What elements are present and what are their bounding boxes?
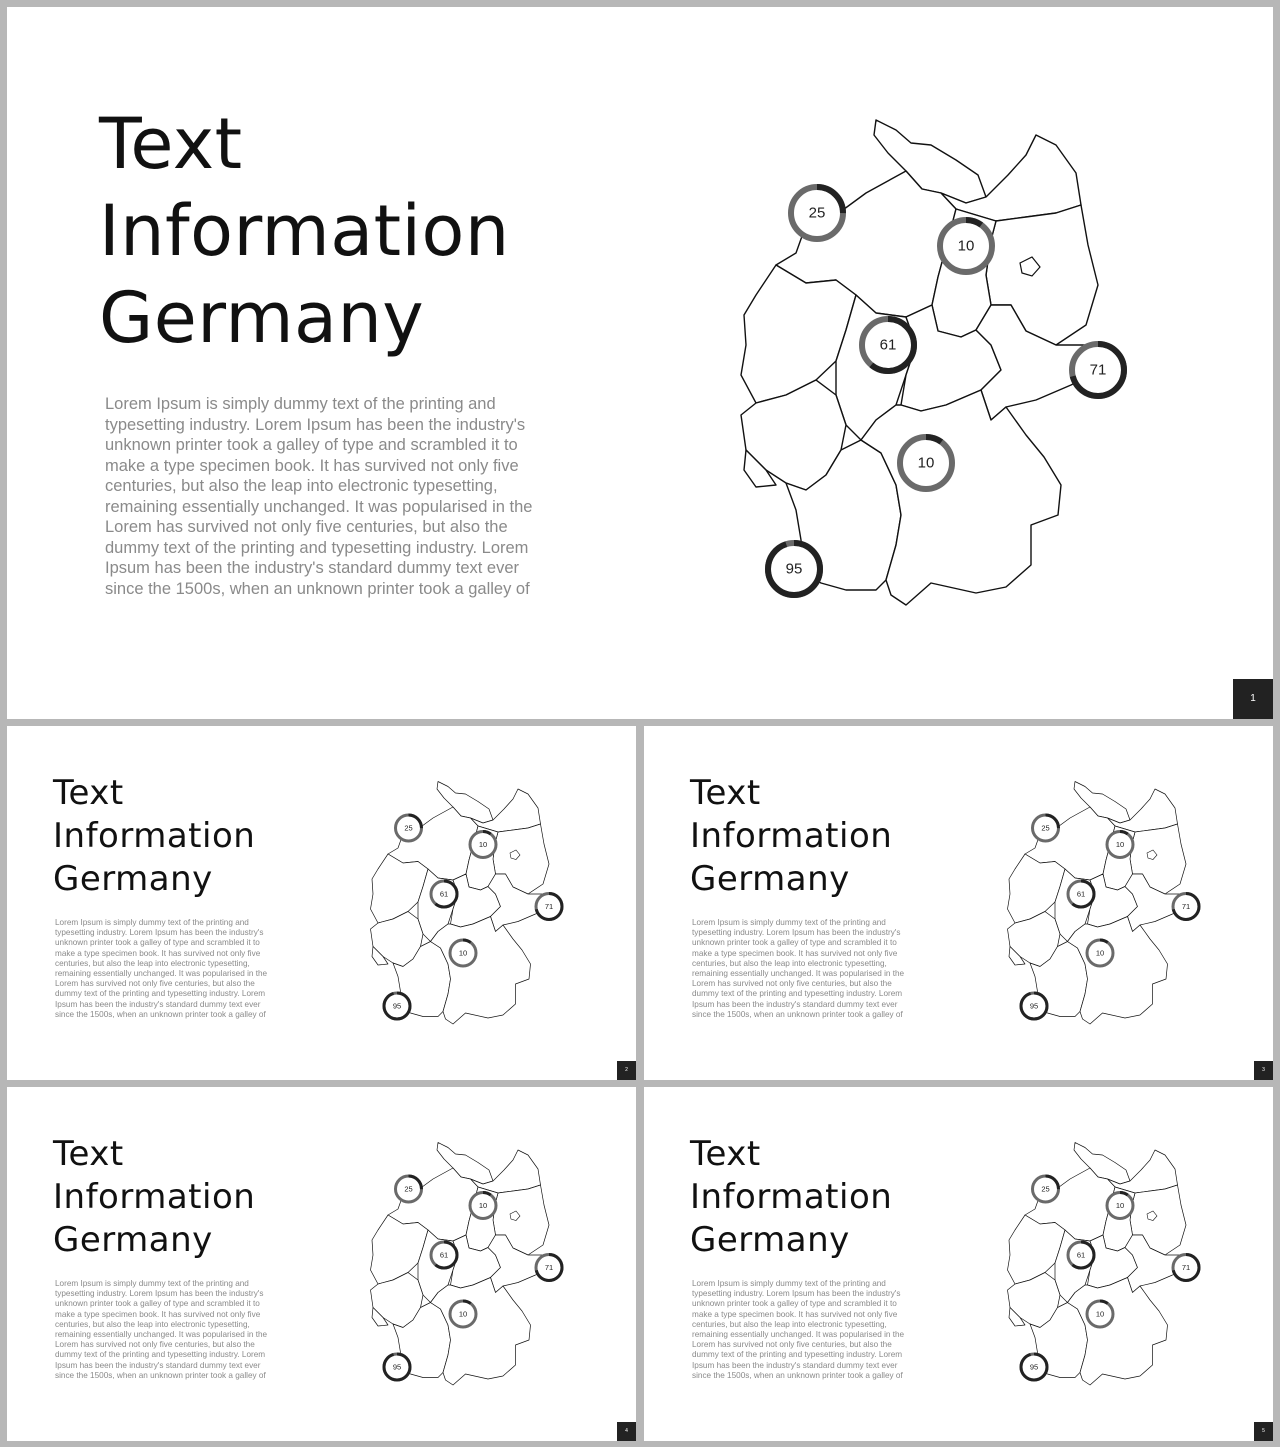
value-marker [1033, 815, 1059, 841]
value-marker [1173, 894, 1199, 920]
value-marker [940, 220, 992, 272]
value-marker [384, 1354, 410, 1380]
slide-1[interactable] [7, 7, 1273, 719]
title-line: Information [690, 816, 893, 856]
marker-label: 71 [1181, 902, 1191, 911]
marker-label: 95 [785, 560, 803, 578]
marker-label: 95 [392, 1001, 402, 1011]
value-marker [396, 1176, 422, 1202]
title-line: Text [690, 1134, 761, 1174]
germany-map-svg [363, 1135, 569, 1391]
marker-label: 25 [404, 1184, 413, 1194]
value-marker [1068, 881, 1094, 907]
slide-title [690, 772, 892, 901]
germany-map [1000, 1135, 1206, 1391]
marker-label: 61 [439, 889, 449, 899]
value-marker [450, 940, 476, 966]
slide-title [53, 772, 255, 901]
value-marker [1087, 1301, 1113, 1327]
slide-5[interactable] [644, 1087, 1273, 1441]
slide-2[interactable] [7, 726, 636, 1080]
title-line: Germany [99, 277, 425, 359]
value-marker [1107, 1193, 1133, 1219]
marker-label: 61 [1076, 889, 1086, 899]
marker-label: 10 [458, 948, 468, 958]
value-marker [900, 437, 952, 489]
marker-label: 25 [1041, 823, 1050, 833]
marker-label: 10 [1095, 1309, 1105, 1319]
value-marker [791, 187, 843, 239]
page-number-badge: 3 [1254, 1061, 1273, 1080]
title-line: Information [53, 816, 256, 856]
marker-label: 61 [1076, 1250, 1086, 1260]
value-marker [431, 881, 457, 907]
marker-label: 25 [1041, 1184, 1050, 1194]
value-marker [1087, 940, 1113, 966]
body-paragraph: Lorem Ipsum is simply dummy text of the printing and typesetting industry. Lorem Ipsum has been the industry's unknown printer took a galley of type and scrambled it to make a type specimen book. It has survived not only five centuries, but also the leap into electronic typesetting, remaining essentially unchanged. It was popularised in the Lorem has survived not only five centuries, but also the dummy text of the printing and typesetting industry. Lorem Ipsum has been the industry's standard dummy text ever since the 1500s, when an unknown printer took a galley of [105, 395, 533, 598]
slide-title [53, 1133, 255, 1262]
marker-label: 10 [957, 237, 975, 255]
title-line: Text [99, 103, 243, 185]
germany-map-svg [1000, 774, 1206, 1030]
marker-label: 61 [879, 336, 897, 354]
value-marker [768, 543, 820, 595]
germany-map-svg [726, 105, 1138, 617]
germany-map [1000, 774, 1206, 1030]
slide-3[interactable] [644, 726, 1273, 1080]
value-marker [1068, 1242, 1094, 1268]
germany-map [363, 774, 569, 1030]
body-paragraph: Lorem Ipsum is simply dummy text of the printing and typesetting industry. Lorem Ipsum has been the industry's unknown printer took a galley of type and scrambled it to make a type specimen book. It has survived not only five centuries, but also the leap into electronic typesetting, remaining essentially unchanged. It was popularised in the Lorem has survived not only five centuries, but also the dummy text of the printing and typesetting industry. Lorem Ipsum has been the industry's standard dummy text ever since the 1500s, when an unknown printer took a galley of [55, 1279, 268, 1380]
marker-label: 10 [458, 1309, 468, 1319]
title-line: Text [690, 773, 761, 813]
value-marker [396, 815, 422, 841]
title-line: Germany [53, 1220, 213, 1260]
value-marker [431, 1242, 457, 1268]
page-number-badge: 2 [617, 1061, 636, 1080]
value-marker [536, 1255, 562, 1281]
marker-label: 71 [1181, 1263, 1191, 1272]
germany-map-svg [363, 774, 569, 1030]
title-line: Germany [690, 1220, 850, 1260]
title-line: Germany [690, 859, 850, 899]
marker-label: 95 [1029, 1362, 1039, 1372]
germany-map-svg [1000, 1135, 1206, 1391]
germany-map [726, 105, 1138, 617]
marker-label: 25 [404, 823, 413, 833]
slide-title [99, 101, 510, 362]
value-marker [470, 1193, 496, 1219]
value-marker [1107, 832, 1133, 858]
page-number-badge: 5 [1254, 1422, 1273, 1441]
marker-label: 10 [478, 1201, 488, 1210]
title-line: Information [99, 190, 510, 272]
page-number-badge: 1 [1233, 679, 1273, 719]
value-marker [1173, 1255, 1199, 1281]
value-marker [1021, 993, 1047, 1019]
germany-map [363, 1135, 569, 1391]
marker-label: 95 [1029, 1001, 1039, 1011]
marker-label: 71 [544, 902, 554, 911]
title-line: Text [53, 773, 124, 813]
marker-label: 71 [1089, 361, 1107, 379]
marker-label: 10 [917, 454, 935, 472]
marker-label: 10 [1115, 840, 1125, 849]
marker-label: 95 [392, 1362, 402, 1372]
value-marker [862, 319, 914, 371]
marker-label: 10 [478, 840, 488, 849]
title-line: Information [690, 1177, 893, 1217]
value-marker [1033, 1176, 1059, 1202]
marker-label: 10 [1115, 1201, 1125, 1210]
page-number-badge: 4 [617, 1422, 636, 1441]
value-marker [1072, 344, 1124, 396]
slide-4[interactable] [7, 1087, 636, 1441]
marker-label: 61 [439, 1250, 449, 1260]
marker-label: 10 [1095, 948, 1105, 958]
body-paragraph: Lorem Ipsum is simply dummy text of the printing and typesetting industry. Lorem Ipsum has been the industry's unknown printer took a galley of type and scrambled it to make a type specimen book. It has survived not only five centuries, but also the leap into electronic typesetting, remaining essentially unchanged. It was popularised in the Lorem has survived not only five centuries, but also the dummy text of the printing and typesetting industry. Lorem Ipsum has been the industry's standard dummy text ever since the 1500s, when an unknown printer took a galley of [692, 918, 905, 1019]
value-marker [470, 832, 496, 858]
slide-title [690, 1133, 892, 1262]
title-line: Text [53, 1134, 124, 1174]
title-line: Information [53, 1177, 256, 1217]
title-line: Germany [53, 859, 213, 899]
body-paragraph: Lorem Ipsum is simply dummy text of the printing and typesetting industry. Lorem Ipsum has been the industry's unknown printer took a galley of type and scrambled it to make a type specimen book. It has survived not only five centuries, but also the leap into electronic typesetting, remaining essentially unchanged. It was popularised in the Lorem has survived not only five centuries, but also the dummy text of the printing and typesetting industry. Lorem Ipsum has been the industry's standard dummy text ever since the 1500s, when an unknown printer took a galley of [692, 1279, 905, 1380]
value-marker [384, 993, 410, 1019]
marker-label: 25 [808, 204, 826, 222]
marker-label: 71 [544, 1263, 554, 1272]
value-marker [450, 1301, 476, 1327]
body-paragraph: Lorem Ipsum is simply dummy text of the printing and typesetting industry. Lorem Ipsum has been the industry's unknown printer took a galley of type and scrambled it to make a type specimen book. It has survived not only five centuries, but also the leap into electronic typesetting, remaining essentially unchanged. It was popularised in the Lorem has survived not only five centuries, but also the dummy text of the printing and typesetting industry. Lorem Ipsum has been the industry's standard dummy text ever since the 1500s, when an unknown printer took a galley of [55, 918, 268, 1019]
value-marker [1021, 1354, 1047, 1380]
value-marker [536, 894, 562, 920]
